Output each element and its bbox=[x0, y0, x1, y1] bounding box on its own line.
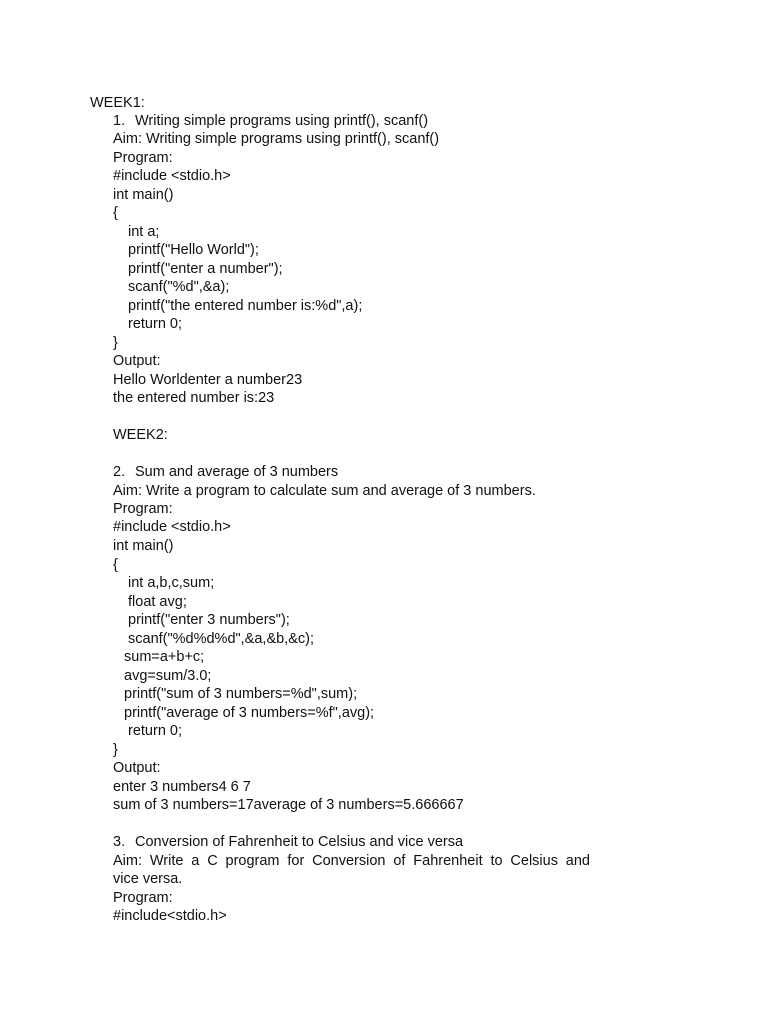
item3-code-line: #include<stdio.h> bbox=[113, 908, 227, 924]
week2-aim: Aim: Write a program to calculate sum and average of 3 numbers. bbox=[113, 483, 536, 499]
week1-output-line: the entered number is:23 bbox=[113, 390, 275, 406]
week1-code-line: printf("Hello World"); bbox=[128, 242, 259, 258]
week1-code-line: printf("enter a number"); bbox=[128, 261, 283, 277]
item3-item-title: Conversion of Fahrenheit to Celsius and vice versa bbox=[135, 834, 464, 850]
week1-item-title-row bbox=[113, 112, 428, 130]
week2-code-line: } bbox=[113, 742, 118, 758]
week2-code-line: scanf("%d%d%d",&a,&b,&c); bbox=[128, 631, 314, 647]
week1-output-line: Hello Worldenter a number23 bbox=[113, 372, 303, 388]
item3-aim-line2: vice versa. bbox=[113, 871, 183, 887]
week2-code-line: int main() bbox=[113, 538, 174, 554]
week2-output-line: sum of 3 numbers=17average of 3 numbers=5.666667 bbox=[113, 797, 464, 813]
week2-code-line: int a,b,c,sum; bbox=[128, 575, 215, 591]
week2-output-line: enter 3 numbers4 6 7 bbox=[113, 779, 251, 795]
week2-code-line: float avg; bbox=[128, 594, 187, 610]
week2-item-number: 2. bbox=[113, 464, 126, 480]
week1-code-line: printf("the entered number is:%d",a); bbox=[128, 298, 363, 314]
week2-code-line: sum=a+b+c; bbox=[124, 649, 205, 665]
week1-output-label: Output: bbox=[113, 353, 161, 369]
week1-code-line: { bbox=[113, 205, 118, 221]
week1-code-line: } bbox=[113, 335, 118, 351]
week1-heading: WEEK1: bbox=[90, 95, 145, 111]
week1-code-line: scanf("%d",&a); bbox=[128, 279, 230, 295]
week1-code-line: int main() bbox=[113, 187, 174, 203]
week1-program-label: Program: bbox=[113, 150, 173, 166]
week2-heading: WEEK2: bbox=[113, 427, 168, 443]
week1-code-line: #include <stdio.h> bbox=[113, 168, 231, 184]
week1-aim: Aim: Writing simple programs using printf(), scanf() bbox=[113, 131, 440, 147]
week2-item-title-row bbox=[113, 463, 338, 481]
week2-code-line: return 0; bbox=[128, 723, 182, 739]
week2-code-line: printf("average of 3 numbers=%f",avg); bbox=[124, 705, 375, 721]
item3-title-row bbox=[113, 833, 463, 851]
week2-item-title: Sum and average of 3 numbers bbox=[135, 464, 339, 480]
week1-code-line: int a; bbox=[128, 224, 160, 240]
week2-code-line: #include <stdio.h> bbox=[113, 519, 231, 535]
item3-aim-line1: Aim: Write a C program for Conversion of Fahrenheit to Celsius and bbox=[113, 853, 590, 869]
week2-code-line: { bbox=[113, 557, 118, 573]
week2-code-line: printf("enter 3 numbers"); bbox=[128, 612, 290, 628]
item3-item-number: 3. bbox=[113, 834, 126, 850]
week1-item-number: 1. bbox=[113, 113, 126, 129]
item3-program-label: Program: bbox=[113, 890, 173, 906]
week2-output-label: Output: bbox=[113, 760, 161, 776]
week1-item-title: Writing simple programs using printf(), scanf() bbox=[135, 113, 429, 129]
week1-code-line: return 0; bbox=[128, 316, 182, 332]
week2-code-line: avg=sum/3.0; bbox=[124, 668, 212, 684]
week2-program-label: Program: bbox=[113, 501, 173, 517]
week2-code-line: printf("sum of 3 numbers=%d",sum); bbox=[124, 686, 358, 702]
